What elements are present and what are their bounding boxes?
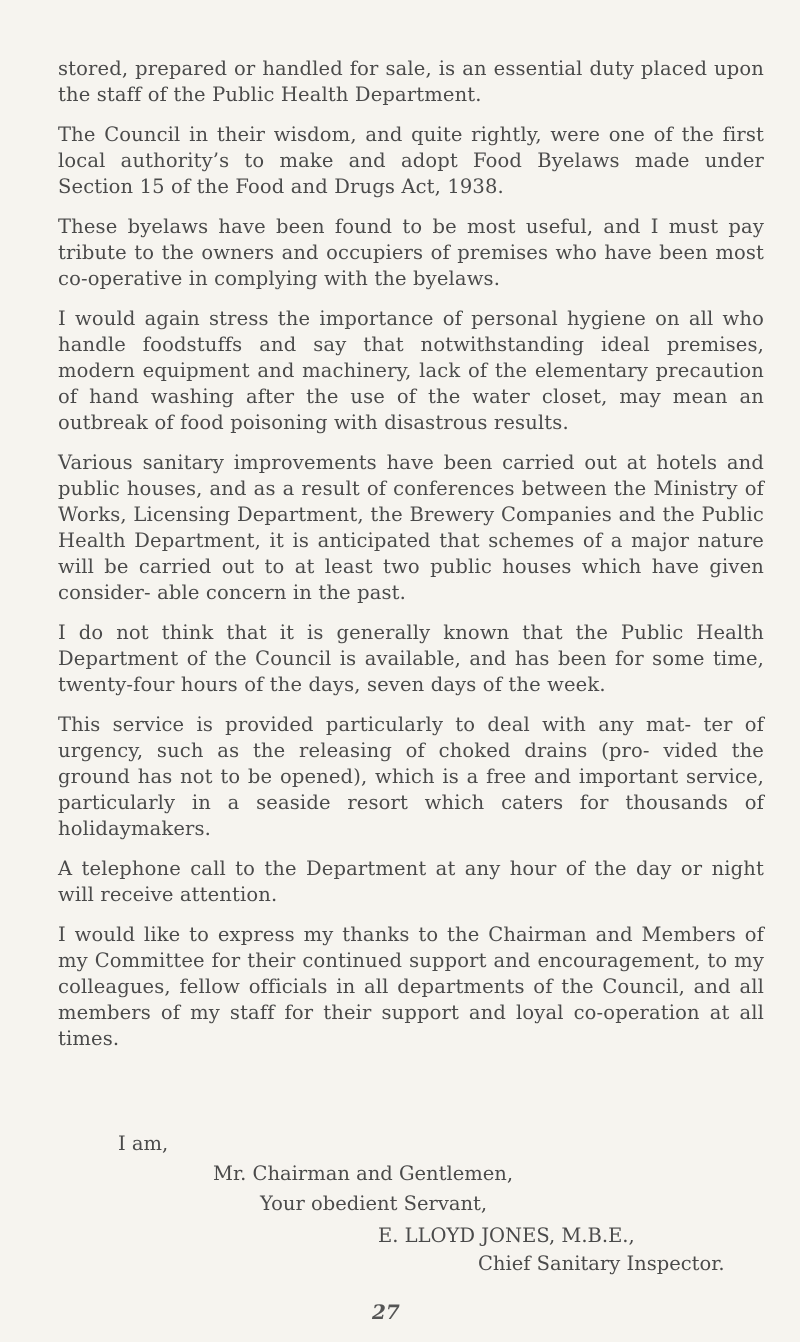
body-text (58, 56, 764, 1066)
paragraph-telephone: A telephone call to the Department at any hour of the day or night will receive attention. (58, 857, 764, 906)
paragraph-byelaws-useful: These byelaws have been found to be most useful, and I must pay tribute to the owners and occupiers of premises who have been most co-operative in complying with the byelaws. (58, 215, 764, 290)
paragraph-duty: stored, prepared or handled for sale, is an essential duty placed upon the staff of the Public Health Department. (58, 57, 764, 106)
closing-valediction: Your obedient Servant, (260, 1192, 488, 1215)
paragraph-department-availability: I do not think that it is generally known that the Public Health Department of the Council is available, and has been for some time, twenty-four hours of the days, seven days of the week. (58, 621, 764, 696)
signature-title: Chief Sanitary Inspector. (478, 1252, 725, 1275)
paragraph-byelaws-adoption: The Council in their wisdom, and quite rightly, were one of the first local authority’s to make and adopt Food Byelaws made under Section 15 of the Food and Drugs Act, 1938. (58, 123, 764, 198)
paragraph-service-urgency: This service is provided particularly to deal with any mat- ter of urgency, such as the releasing of choked drains (pro- vided the ground has not to be opened), which is a free and important service, particularly in a seaside resort which caters for thousands of holidaymakers. (58, 713, 764, 840)
closing-address: Mr. Chairman and Gentlemen, (213, 1162, 514, 1185)
paragraph-personal-hygiene: I would again stress the importance of personal hygiene on all who handle foodstuffs and say that notwithstanding ideal premises, modern equipment and machinery, lack of the elementary precaution of hand washing after the use of the water closet, may mean an outbreak of food poisoning with disastrous results. (58, 307, 764, 434)
closing-salutation: I am, (118, 1132, 169, 1155)
paragraph-thanks: I would like to express my thanks to the Chairman and Members of my Committee for their continued support and encouragement, to my colleagues, fellow officials in all departments of the Council, and all members of my staff for their support and loyal co-operation at all times. (58, 923, 764, 1050)
page-number: 27 (372, 1300, 400, 1324)
paragraph-sanitary-improvements: Various sanitary improvements have been carried out at hotels and public houses, and as a result of conferences between the Ministry of Works, Licensing Department, the Brewery Companies and the Public Health Department, it is anticipated that schemes of a major nature will be carried out to at least two public houses which have given consider- able concern in the past. (58, 451, 764, 604)
signature-name: E. LLOYD JONES, M.B.E., (378, 1224, 635, 1247)
